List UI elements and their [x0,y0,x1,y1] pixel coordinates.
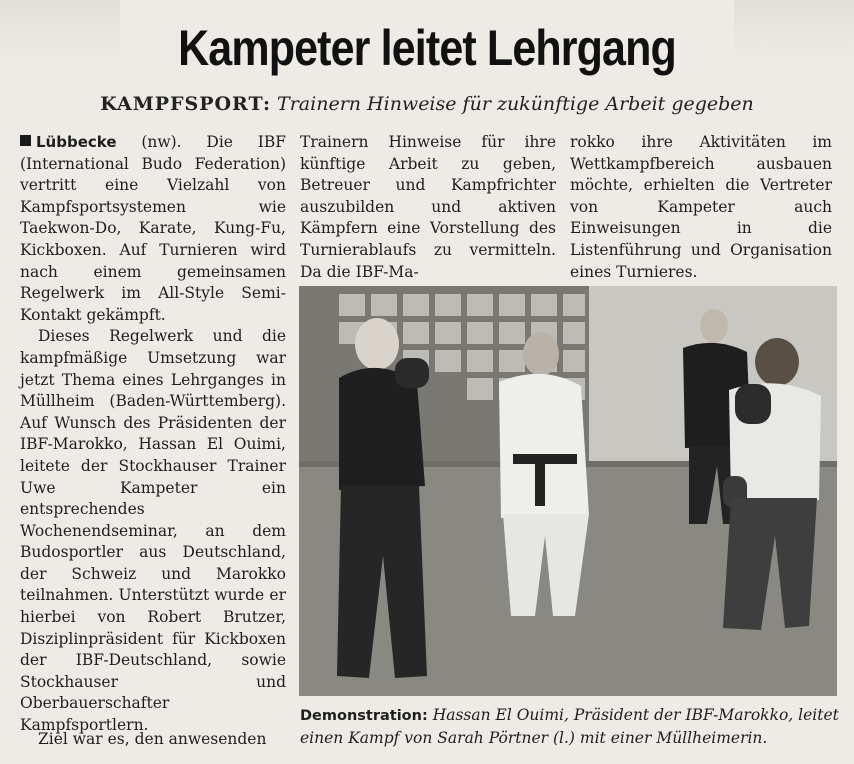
dateline-place: Lübbecke [36,133,117,151]
paragraph-3-start: Ziel war es, den anwesenden [38,730,267,748]
column-2-text: Trainern Hinweise für ihre künftige Arbeit zu geben, Betreuer und Kampfrichter auszubilden und aktiven Kämpfern eine Vorstellung des Turnierablaufs zu vermitteln. Da die IBF-Ma- [300,133,556,281]
column-1 [20,132,286,748]
dateline-square-icon [20,135,31,146]
column-2 [300,132,556,283]
subheadline-row [0,92,854,116]
paragraph-1 [20,132,286,326]
subheadline: Trainern Hinweise für zukünftige Arbeit gegeben [277,93,754,115]
caption-text: Hassan El Ouimi, Präsident der IBF-Marokko, leitet einen Kampf von Sarah Pörtner (l.) mit einer Müllheimerin. [300,706,839,747]
headline: Kampeter leitet Lehrgang [178,20,676,76]
photo-caption [300,704,840,749]
caption-lead: Demonstration: [300,708,428,724]
column-3 [570,132,832,283]
paragraph-1-text: (nw). Die IBF (International Budo Federation) vertritt eine Vielzahl von Kampfsportsystemen wie Taekwon-Do, Karate, Kung-Fu, Kickboxen. Auf Turnieren wird nach einem gemeinsamen Regelwerk im All-Style Semi-Kontakt gekämpft. [20,133,286,324]
paragraph-2: Dieses Regelwerk und die kampfmäßige Umsetzung war jetzt Thema eines Lehrganges in Müllheim (Baden-Württemberg). Auf Wunsch des Präsidenten der IBF-Marokko, Hassan El Ouimi, leitete der Stockhauser Trainer Uwe Kampeter ein entsprechendes Wochenendseminar, an dem Budosportler aus Deutschland, der Schweiz und Marokko teilnahmen. Unterstützt wurde er hierbei von Robert Brutzer, Disziplinpräsident für Kickboxen der IBF-Deutschland, sowie Stockhauser und Oberbauerschafter Kampfsportlern. [20,327,286,735]
column-3-text: rokko ihre Aktivitäten im Wettkampfbereich ausbauen möchte, erhielten die Vertreter von Kampeter auch Einweisungen in die Listenführung und Organisation eines Turnieres. [570,133,832,281]
photo-illustration [299,286,837,696]
kicker: KAMPFSPORT: [100,93,271,115]
article-photo [299,286,837,696]
